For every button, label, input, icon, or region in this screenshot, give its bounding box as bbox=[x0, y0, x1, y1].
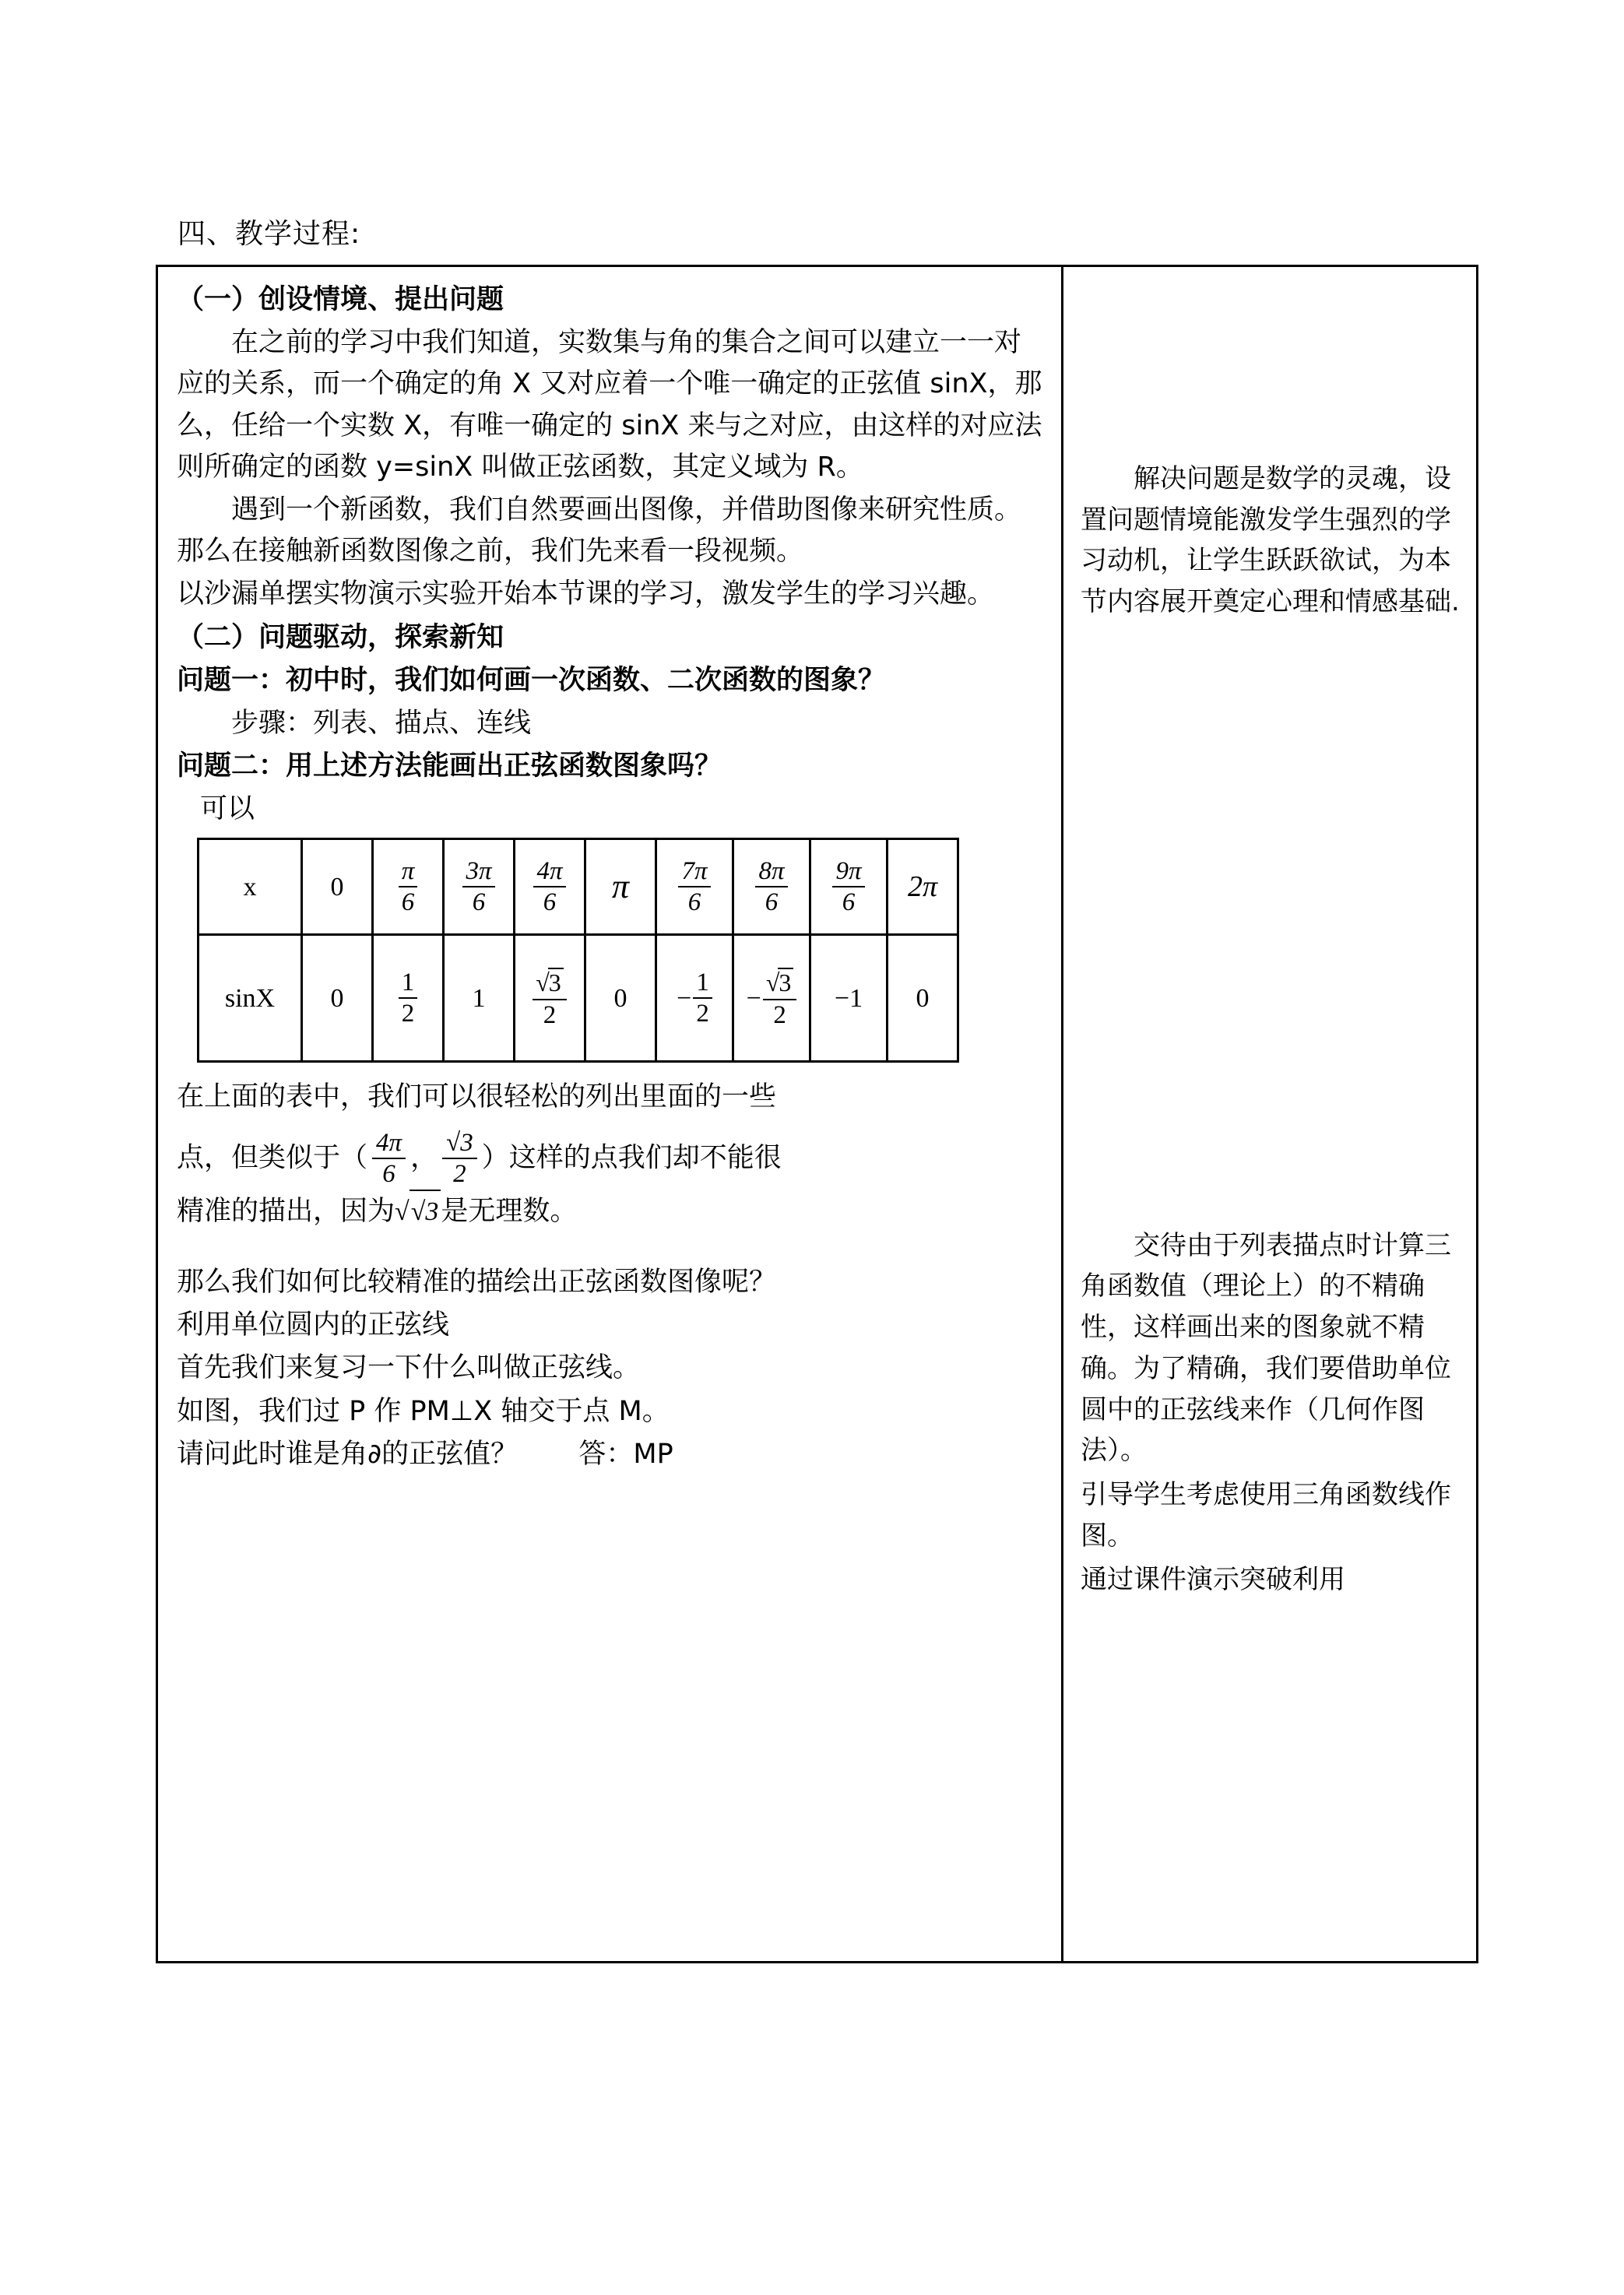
page-heading: 四、教学过程: bbox=[178, 218, 361, 250]
cell-x-3: $\frac{4\pi}{6}$ bbox=[515, 839, 585, 935]
cell-x-6: $\frac{8\pi}{6}$ bbox=[733, 839, 810, 935]
sine-values-table bbox=[197, 838, 959, 1063]
right-notes bbox=[1063, 267, 1476, 1961]
note-4: 通过课件演示突破利用 bbox=[1081, 1564, 1345, 1596]
cell-sin-6: − $\frac{√3}{2}$ bbox=[733, 935, 810, 1062]
right-notes-cell bbox=[1063, 266, 1478, 1963]
cell-sin-4: 0 bbox=[585, 935, 656, 1062]
table-row-x bbox=[199, 839, 958, 935]
cell-x-2: $\frac{3\pi}{6}$ bbox=[444, 839, 515, 935]
note-3: 引导学生考虑使用三角函数线作图。 bbox=[1081, 1478, 1451, 1552]
cell-x-4: π bbox=[585, 839, 656, 935]
sqrt-3-inline: √√3 bbox=[395, 1190, 441, 1232]
paragraph-8 bbox=[177, 1434, 1042, 1475]
paragraph-5: 利用单位圆内的正弦线 bbox=[177, 1309, 450, 1341]
cell-sin-3: $\frac{√3}{2}$ bbox=[515, 935, 585, 1062]
cell-sin-0: 0 bbox=[302, 935, 373, 1062]
answer-keyi: 可以 bbox=[200, 793, 255, 825]
paragraph-8-answer: 答：MP bbox=[578, 1438, 673, 1470]
spacer bbox=[177, 1234, 1042, 1262]
cell-sin-1: $\frac{1}{2}$ bbox=[373, 935, 444, 1062]
left-content bbox=[158, 267, 1061, 1497]
table-row bbox=[157, 266, 1478, 1963]
question-1: 问题一：初中时，我们如何画一次函数、二次函数的图象？ bbox=[177, 664, 886, 696]
paragraph-8-question: 请问此时谁是角∂的正弦值？ bbox=[177, 1438, 518, 1470]
cell-x-5: $\frac{7\pi}{6}$ bbox=[656, 839, 733, 935]
section-2-title: （二）问题驱动，探索新知 bbox=[177, 621, 504, 653]
paragraph-4: 那么我们如何比较精准的描绘出正弦函数图像呢？ bbox=[177, 1267, 777, 1299]
section-1-title: （一）创设情境、提出问题 bbox=[177, 284, 504, 315]
note-2: 交待由于列表描点时计算三角函数值（理论上）的不精确性，这样画出来的图象就不精确。为了精确，我们要借助单位圆中的正弦线来作（几何作图法）。 bbox=[1081, 1229, 1451, 1467]
inline-fraction-4pi-6: $\frac{4\pi}{6}$ bbox=[372, 1130, 406, 1188]
after-table-line-1: 在上面的表中，我们可以很轻松的列出里面的一些 bbox=[177, 1081, 777, 1113]
table-row-sin bbox=[199, 935, 958, 1062]
after-table-line-2-suffix: ）这样的点我们却不能很 bbox=[481, 1142, 782, 1174]
note-1: 解决问题是数学的灵魂，设置问题情境能激发学生强烈的学习动机，让学生跃跃欲试，为本节内容展开奠定心理和情感基础. bbox=[1081, 463, 1460, 618]
question-2: 问题二：用上述方法能画出正弦函数图象吗？ bbox=[177, 750, 722, 782]
after-table-line-2 bbox=[177, 1130, 1042, 1188]
cell-label-sin: sinX bbox=[199, 935, 302, 1062]
paragraph-2: 遇到一个新函数，我们自然要画出图像，并借助图像来研究性质。那么在接触新函数图像之前，我们先来看一段视频。 bbox=[177, 494, 1022, 568]
inline-fraction-sqrt3-2: $\frac{√3}{2}$ bbox=[442, 1130, 477, 1188]
after-table-line-3-prefix: 精准的描出，因为 bbox=[177, 1195, 395, 1227]
paragraph-1: 在之前的学习中我们知道，实数集与角的集合之间可以建立一一对应的关系，而一个确定的角 X 又对应着一个唯一确定的正弦值 sinX，那么，任给一个实数 X，有唯一确定的 sinX 来与之对应，由这样的对应法则所确定的函数 y=sinX 叫做正弦函数，其定义域为 R。 bbox=[177, 327, 1042, 483]
paragraph-6: 首先我们来复习一下什么叫做正弦线。 bbox=[177, 1352, 641, 1384]
after-table-line-2-prefix: 点，但类似于（ bbox=[177, 1142, 368, 1174]
paragraph-3: 以沙漏单摆实物演示实验开始本节课的学习，激发学生的学习兴趣。 bbox=[177, 578, 995, 610]
steps-line: 步骤：列表、描点、连线 bbox=[231, 707, 532, 739]
after-table-line-2-mid: ， bbox=[410, 1142, 438, 1174]
paragraph-7: 如图，我们过 P 作 PM⊥X 轴交于点 M。 bbox=[177, 1395, 670, 1427]
cell-sin-7: −1 bbox=[810, 935, 888, 1062]
after-table-line-3-suffix: 是无理数。 bbox=[441, 1195, 578, 1227]
lesson-plan-table bbox=[156, 265, 1478, 1963]
cell-sin-5: − $\frac{1}{2}$ bbox=[656, 935, 733, 1062]
left-content-cell bbox=[157, 266, 1063, 1963]
cell-label-x: x bbox=[199, 839, 302, 935]
cell-x-7: $\frac{9\pi}{6}$ bbox=[810, 839, 888, 935]
cell-x-0: 0 bbox=[302, 839, 373, 935]
cell-x-1: $\frac{\pi}{6}$ bbox=[373, 839, 444, 935]
cell-sin-2: 1 bbox=[444, 935, 515, 1062]
after-table-line-3 bbox=[177, 1190, 1042, 1232]
cell-sin-8: 0 bbox=[888, 935, 958, 1062]
cell-x-8: 2π bbox=[888, 839, 958, 935]
